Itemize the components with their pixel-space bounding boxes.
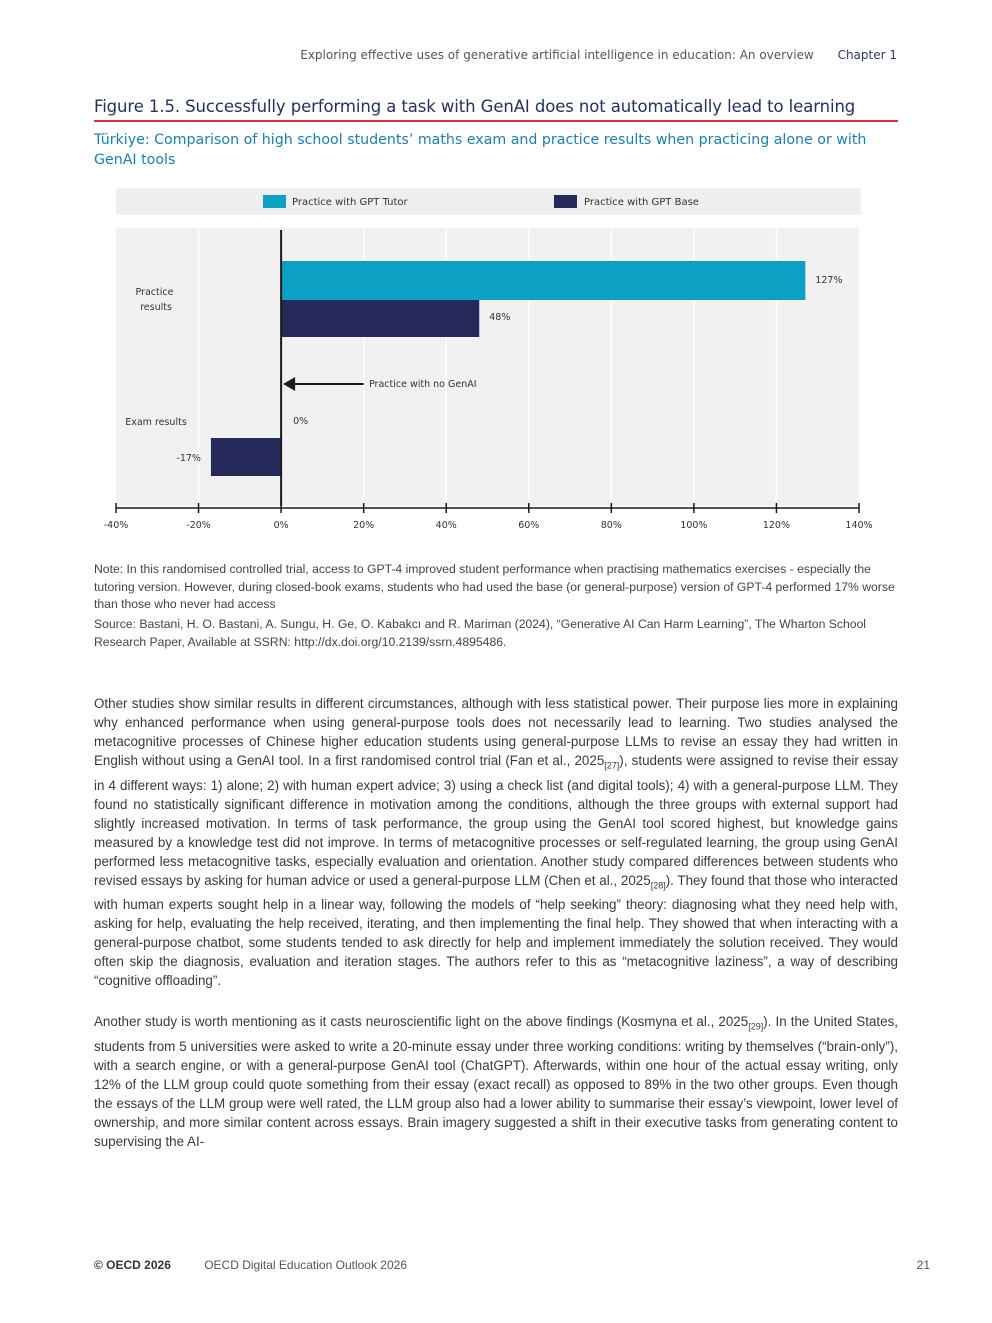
x-tick-label: 80% xyxy=(600,520,622,531)
label-tutor-practice: 127% xyxy=(815,275,843,286)
x-tick-label: -20% xyxy=(186,520,211,531)
p1-part-b: ), students were assigned to revise their essay in 4 different ways: 1) alone; 2) with human expert advice; 3) using a check list (and digital tools); 4) with a general-purpose LLM. They found no statistically significant difference in motivation among the conditions, although the three groups with external support had slightly increased motivation. In terms of task performance, the group using the GenAI tool scored highest, but knowledge gains measured by a knowledge test did not improve. In terms of metacognitive processes or self-regulated learning, the group using GenAI performed less metacognitive tasks, especially evaluation and orientation. Another study compared differences between students who revised essays by asking for human advice or used a general-purpose LLM (Chen et al., 2025 xyxy=(94,753,899,888)
copyright: © OECD 2026 xyxy=(94,1258,171,1272)
label-base-exam: -17% xyxy=(176,453,201,464)
legend-box xyxy=(116,188,861,215)
x-tick-label: 40% xyxy=(435,520,457,531)
x-tick-label: 140% xyxy=(845,520,873,531)
running-header xyxy=(300,48,897,62)
bar-tutor-practice-results xyxy=(281,261,805,300)
publication-name: OECD Digital Education Outlook 2026 xyxy=(204,1258,407,1272)
category-label-practice-line1: Practice xyxy=(135,287,174,298)
figure-subtitle: Türkiye: Comparison of high school students’ maths exam and practice results when practicing alone or with GenAI tools xyxy=(94,132,867,168)
p1-part-c: ). They found that those who interacted with human experts sought help in a linear way, following the models of “help seeking” theory: diagnosing what they need help with, asking for help, evaluating the help received, iterating, and then implementing the final help. They showed that when interacting with a general-purpose chatbot, some students tended to ask directly for help and implement immediately the solution received. They would often skip the diagnosis, evaluation and iteration stages. The authors refer to this as “metacognitive laziness”, a way of describing “cognitive offloading”. xyxy=(94,872,898,989)
bar-base-practice-results xyxy=(281,300,479,337)
category-label-exam: Exam results xyxy=(125,417,187,428)
p1-part-a: Other studies show similar results in different circumstances, although with less statistical power. Their purpose lies more in explaining why enhanced performance when using general-purpose tools does not necessarily lead to learning. Two studies analysed the metacognitive processes of Chinese higher education students using general-purpose LLMs to revise an essay they had written in English without using a GenAI tool. In a first randomised control trial (Fan et al., 2025 xyxy=(94,696,898,768)
x-tick-label: 60% xyxy=(518,520,540,531)
reference-29: [29] xyxy=(748,1021,764,1032)
bar-base-exam-results xyxy=(211,438,281,476)
legend-label-base: Practice with GPT Base xyxy=(584,197,699,208)
x-tick-label: 0% xyxy=(273,520,289,531)
body-paragraph-1 xyxy=(94,694,898,990)
body-paragraph-2 xyxy=(94,1012,898,1151)
figure-title: Figure 1.5. Successfully performing a task with GenAI does not automatically lead to learning xyxy=(94,97,898,122)
figure-note: Note: In this randomised controlled trial, access to GPT-4 improved student performance when practising mathematics exercises - especially the tutoring version. However, during closed-book exams, students who had used the base (or general-purpose) version of GPT-4 performed 17% worse than those who never had access xyxy=(94,562,895,611)
reference-27: [27] xyxy=(604,760,620,771)
x-tick-label: 20% xyxy=(353,520,375,531)
figure-source: Source: Bastani, H. O. Bastani, A. Sungu, H. Ge, O. Kabakcı and R. Mariman (2024), “Generative AI Can Harm Learning”, The Wharton School Research Paper, Available at SSRN: http://dx.doi.org/10.2139/ssrn.4895486. xyxy=(94,617,867,649)
page-footer xyxy=(94,1258,930,1272)
x-tick-label: -40% xyxy=(103,520,129,531)
legend-swatch-tutor xyxy=(263,195,286,208)
p2-part-a: Another study is worth mentioning as it casts neuroscientific light on the above findings (Kosmyna et al., 2025 xyxy=(94,1014,749,1029)
legend-label-tutor: Practice with GPT Tutor xyxy=(292,197,408,208)
reference-28: [28] xyxy=(650,880,666,891)
label-base-practice: 48% xyxy=(489,312,511,323)
running-title: Exploring effective uses of generative artificial intelligence in education: An overview xyxy=(300,48,814,62)
x-tick-label: 100% xyxy=(680,520,708,531)
page-number: 21 xyxy=(916,1258,930,1272)
chapter-label: Chapter 1 xyxy=(837,48,897,62)
annotation-no-genai: Practice with no GenAI xyxy=(369,379,477,390)
p2-part-b: ). In the United States, students from 5 universities were asked to write a 20-minute essay under three working conditions: writing by themselves (“brain-only”), with a search engine, or with a general-purpose GenAI tool (ChatGPT). Afterwards, within one hour of the actual essay writing, only 12% of the LLM group could quote something from their essay (exact recall) as opposed to 89% in the two other groups. Even though the essays of the LLM group were well rated, the LLM group also had a lower ability to summarise their essay’s viewpoint, lower level of ownership, and more similar content across essays. Brain imagery suggested a shift in their executive tasks from generating content to supervising the AI- xyxy=(94,1014,898,1149)
label-tutor-exam: 0% xyxy=(293,416,309,427)
x-tick-label: 120% xyxy=(762,520,791,531)
bar-chart xyxy=(96,184,873,534)
category-label-practice-line2: results xyxy=(140,302,172,313)
x-ticks xyxy=(104,503,873,531)
legend-swatch-base xyxy=(554,195,577,208)
